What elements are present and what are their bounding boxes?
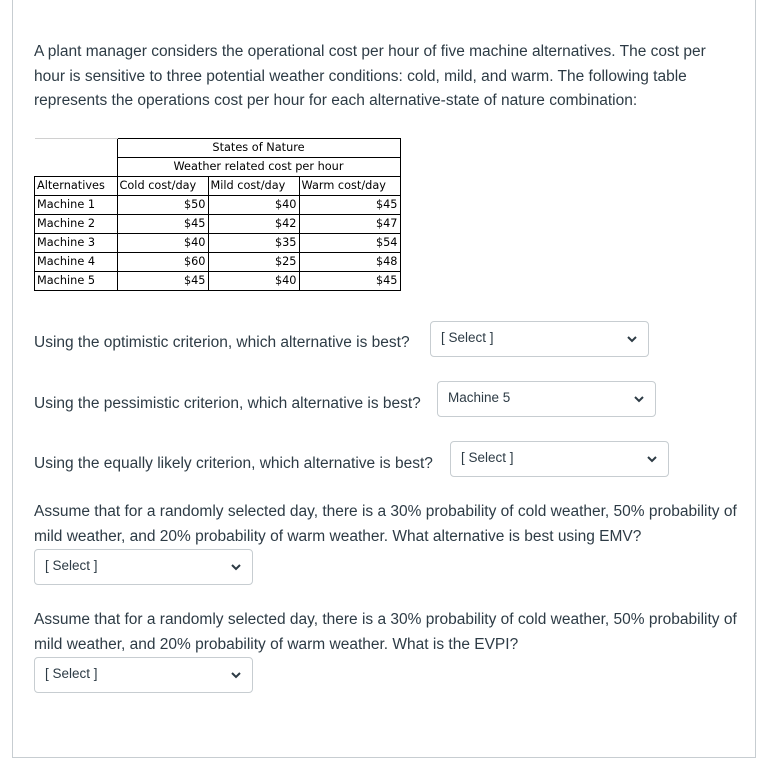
emv-select[interactable] (34, 549, 253, 585)
column-header-row (35, 177, 401, 196)
chevron-down-icon (626, 333, 638, 345)
mild-cell: $25 (208, 253, 299, 272)
evpi-question: Assume that for a randomly selected day, there is a 30% probability of cold weather, 50% probability of mild weather, and 20% probability of warm weather. What is the EVPI? (34, 611, 737, 653)
alt-cell: Machine 4 (35, 253, 118, 272)
chevron-down-icon (633, 393, 645, 405)
cold-cell: $50 (117, 196, 208, 215)
warm-cell: $45 (299, 196, 400, 215)
chevron-down-icon (646, 453, 658, 465)
equally-likely-question: Using the equally likely criterion, which alternative is best? (34, 455, 433, 472)
table-row (35, 196, 401, 215)
cold-cell: $40 (117, 234, 208, 253)
alt-cell: Machine 5 (35, 272, 118, 291)
optimistic-question: Using the optimistic criterion, which alternative is best? (34, 334, 410, 351)
chevron-down-icon (230, 669, 242, 681)
cost-table-image (34, 138, 401, 291)
emv-question: Assume that for a randomly selected day, there is a 30% probability of cold weather, 50% probability of mild weather, and 20% probability of warm weather. What alternative is best using EMV? (34, 503, 737, 545)
alt-cell: Machine 2 (35, 215, 118, 234)
cold-cell: $45 (117, 272, 208, 291)
pessimistic-question: Using the pessimistic criterion, which alternative is best? (34, 395, 421, 412)
header-weather-cost: Weather related cost per hour (117, 158, 400, 177)
table-row (35, 253, 401, 272)
table-row (35, 272, 401, 291)
column-header: Alternatives (35, 177, 118, 196)
select-value: [ Select ] (45, 665, 98, 681)
header-states-of-nature: States of Nature (117, 139, 400, 158)
cold-cell: $45 (117, 215, 208, 234)
mild-cell: $35 (208, 234, 299, 253)
question-card (12, 0, 756, 758)
select-value: Machine 5 (448, 389, 511, 405)
pessimistic-select[interactable] (437, 381, 656, 417)
column-header: Warm cost/day (299, 177, 400, 196)
table-row (35, 215, 401, 234)
cost-table (34, 138, 401, 291)
table-row (35, 234, 401, 253)
equally-likely-select[interactable] (450, 441, 669, 477)
warm-cell: $47 (299, 215, 400, 234)
column-header: Mild cost/day (208, 177, 299, 196)
mild-cell: $40 (208, 196, 299, 215)
evpi-select[interactable] (34, 657, 253, 693)
select-value: [ Select ] (461, 449, 514, 465)
warm-cell: $54 (299, 234, 400, 253)
mild-cell: $40 (208, 272, 299, 291)
intro-text: A plant manager considers the operational cost per hour of five machine alternatives. The cost per hour is sensitive to three potential weather conditions: cold, mild, and warm. The following table represents the operations cost per hour for each alternative-state of nature combination: (34, 43, 706, 109)
warm-cell: $45 (299, 272, 400, 291)
mild-cell: $42 (208, 215, 299, 234)
alt-cell: Machine 3 (35, 234, 118, 253)
column-header: Cold cost/day (117, 177, 208, 196)
select-value: [ Select ] (45, 557, 98, 573)
select-value: [ Select ] (441, 329, 494, 345)
optimistic-select[interactable] (430, 321, 649, 357)
alt-cell: Machine 1 (35, 196, 118, 215)
cold-cell: $60 (117, 253, 208, 272)
warm-cell: $48 (299, 253, 400, 272)
chevron-down-icon (230, 561, 242, 573)
